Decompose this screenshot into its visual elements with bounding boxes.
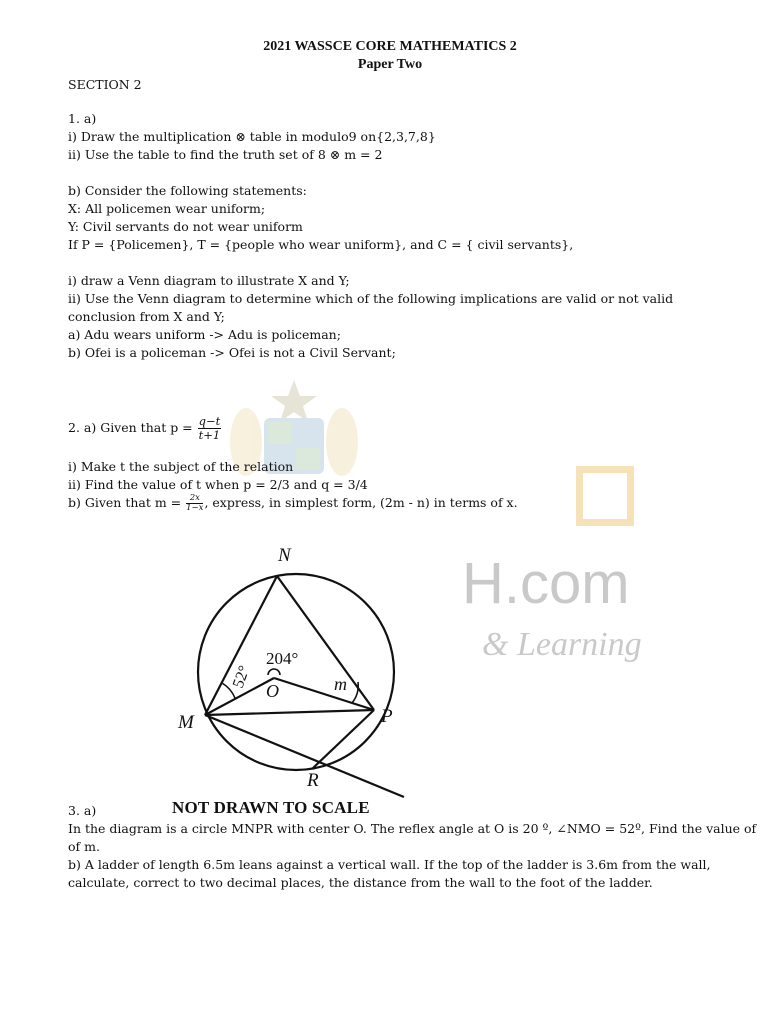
q1-a-i: i) Draw the multiplication ⊗ table in modulo9 on{2,3,7,8}	[68, 129, 436, 144]
q1-a-ii: ii) Use the table to find the truth set of 8 ⊗ m = 2	[68, 147, 383, 162]
document-subtitle: Paper Two	[357, 57, 423, 72]
chord-pr	[313, 710, 374, 768]
label-r: R	[307, 770, 319, 791]
label-angle-52: 52°	[229, 663, 254, 691]
reflex-arc-o	[268, 669, 280, 675]
radius-op	[274, 678, 374, 710]
label-n: N	[278, 545, 291, 566]
q3-a-text-continued: of m.	[68, 839, 100, 854]
q3-b-text-continued: calculate, correct to two decimal places, the distance from the wall to the foot of the ladder.	[68, 875, 653, 890]
q2-a-ii: ii) Find the value of t when p = 2/3 and q = 3/4	[68, 477, 368, 492]
watermark-tagline: & Learning	[482, 626, 642, 663]
q1-b-statement-y: Y: Civil servants do not wear uniform	[68, 219, 303, 234]
label-m: M	[178, 712, 194, 733]
q2-a-numerator: q−t	[198, 414, 221, 428]
label-o: O	[266, 681, 279, 701]
section-heading: SECTION 2	[68, 77, 142, 92]
q1-b-implication-b: b) Ofei is a policeman -> Ofei is not a Civil Servant;	[68, 345, 396, 360]
q1-b-implication-a: a) Adu wears uniform -> Adu is policeman;	[68, 327, 341, 342]
q3-b-text: b) A ladder of length 6.5m leans against a vertical wall. If the top of the ladder is 3.6m from the wall,	[68, 857, 711, 872]
q2-b-numerator: 2x	[186, 494, 203, 504]
q2-b-denominator: 1−x	[186, 503, 204, 513]
q1-b-ii-continued: conclusion from X and Y;	[68, 309, 225, 324]
label-angle-204: 204°	[266, 649, 299, 668]
label-p: P	[381, 706, 393, 727]
q2-b-prefix: b) Given that m =	[68, 495, 186, 510]
q1-b-sets: If P = {Policemen}, T = {people who wear uniform}, and C = { civil servants},	[68, 237, 574, 252]
q1-number: 1. a)	[68, 111, 97, 126]
q2-a-prefix: 2. a) Given that p =	[68, 420, 197, 435]
q1-b-intro: b) Consider the following statements:	[68, 183, 307, 198]
chord-mp	[205, 710, 374, 715]
q1-b-ii: ii) Use the Venn diagram to determine which of the following implications are valid or not valid	[68, 291, 674, 306]
document-title: 2021 WASSCE CORE MATHEMATICS 2	[263, 39, 517, 54]
line-mr-extended	[205, 715, 404, 797]
q1-b-statement-x: X: All policemen wear uniform;	[68, 201, 266, 216]
q2-a-denominator: t+1	[198, 428, 221, 442]
q3-a-text: In the diagram is a circle MNPR with center O. The reflex angle at O is 20 º, ∠NMO = 52º, Find the value of	[68, 821, 757, 836]
watermark-site: H.com	[462, 551, 630, 616]
not-drawn-to-scale-note: NOT DRAWN TO SCALE	[172, 798, 370, 817]
label-angle-m: m	[334, 674, 347, 694]
q3-number: 3. a)	[68, 803, 97, 818]
q2-a-i: i) Make t the subject of the relation	[68, 459, 294, 474]
q2-b-suffix: , express, in simplest form, (2m - n) in terms of x.	[204, 495, 518, 510]
q1-b-i: i) draw a Venn diagram to illustrate X and Y;	[68, 273, 350, 288]
